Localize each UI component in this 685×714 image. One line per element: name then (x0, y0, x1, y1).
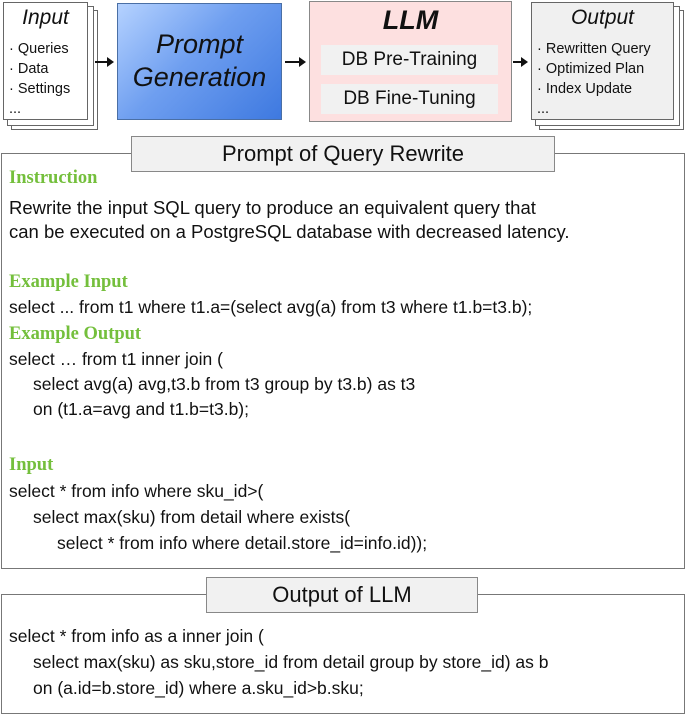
db-finetuning-box: DB Fine-Tuning (321, 84, 498, 114)
input-item: ... (9, 101, 22, 117)
input-item: · Queries (9, 41, 69, 57)
input-item: · Data (9, 61, 49, 77)
input-sql-line: select * from info where sku_id>( (9, 481, 264, 501)
llm-output-line: select max(sku) as sku,store_id from detail group by store_id) as b (33, 652, 549, 672)
output-item: · Optimized Plan (537, 61, 645, 77)
arrow-prompt-to-llm (285, 61, 304, 63)
input-sql-line: select * from info where detail.store_id=info.id)); (57, 533, 428, 553)
prompt-panel-tab: Prompt of Query Rewrite (131, 136, 555, 172)
prompt-generation-line2: Generation (132, 62, 267, 92)
prompt-generation-label (118, 28, 281, 94)
input-heading: Input (9, 455, 54, 475)
arrow-input-to-prompt (95, 61, 112, 63)
input-items (9, 39, 70, 119)
example-output-line: select avg(a) avg,t3.b from t3 group by t3.b) as t3 (33, 374, 416, 394)
input-title: Input (22, 6, 69, 29)
db-pretraining-box: DB Pre-Training (321, 45, 498, 75)
instruction-line: can be executed on a PostgreSQL database with decreased latency. (9, 221, 570, 242)
input-item: · Settings (9, 81, 71, 97)
prompt-generation-line1: Prompt (155, 29, 244, 59)
example-output-heading: Example Output (9, 324, 142, 344)
output-items (537, 39, 651, 119)
instruction-line: Rewrite the input SQL query to produce an equivalent query that (9, 197, 536, 218)
input-card (3, 2, 88, 120)
prompt-generation-box (117, 3, 282, 120)
output-panel-tab: Output of LLM (206, 577, 478, 613)
instruction-heading: Instruction (9, 168, 98, 188)
output-item: · Index Update (537, 81, 633, 97)
output-item: · Rewritten Query (537, 41, 651, 57)
input-box (3, 2, 88, 120)
arrow-llm-to-output (513, 61, 526, 63)
example-input-heading: Example Input (9, 272, 128, 292)
llm-box (309, 1, 512, 122)
example-output-line: select … from t1 inner join ( (9, 349, 223, 369)
input-sql-line: select max(sku) from detail where exists( (33, 507, 351, 527)
output-title: Output (570, 6, 635, 29)
output-box (531, 2, 674, 120)
output-item: ... (537, 101, 550, 117)
llm-output-line: select * from info as a inner join ( (9, 626, 264, 646)
output-card (531, 2, 674, 120)
llm-title: LLM (382, 5, 439, 35)
example-input-line: select ... from t1 where t1.a=(select avg(a) from t3 where t1.b=t3.b); (9, 297, 533, 317)
example-output-line: on (t1.a=avg and t1.b=t3.b); (33, 399, 249, 419)
llm-output-line: on (a.id=b.store_id) where a.sku_id>b.sku; (33, 678, 364, 698)
